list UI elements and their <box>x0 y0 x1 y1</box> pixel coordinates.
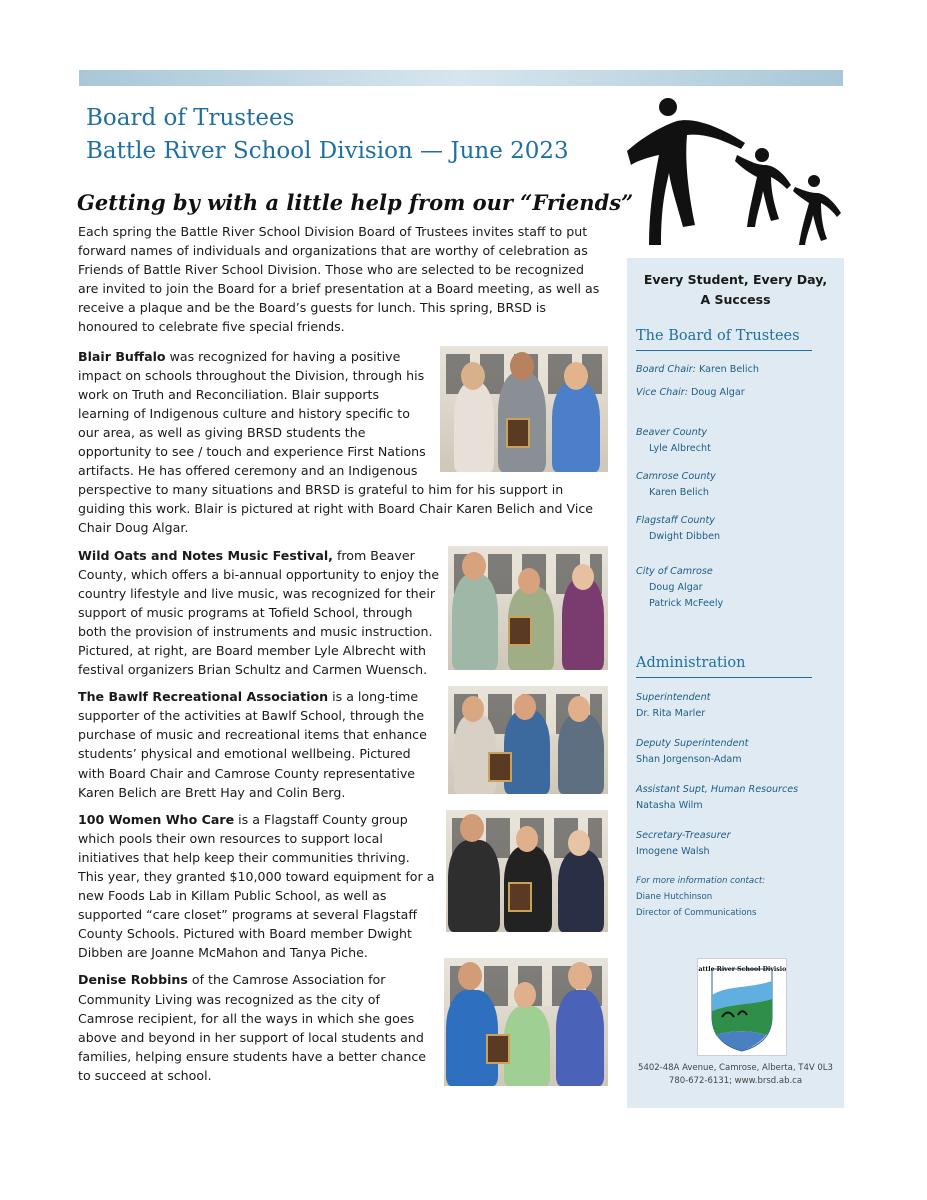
story-text: of the Camrose Association for Community Living was recognized as the city of Camrose recipient, for all the ways in which she goes above and beyond in her support of local students and families, helping ensure students have a better chance to succeed at school. <box>78 972 427 1083</box>
ward-beaver-county <box>636 425 711 457</box>
contact-info <box>636 873 765 921</box>
board-title: The Board of Trustees <box>636 328 800 344</box>
admin-role: Deputy Superintendent <box>636 738 749 749</box>
story-name: The Bawlf Recreational Association <box>78 689 329 705</box>
administration-title-rule <box>636 677 812 678</box>
administration-title: Administration <box>636 655 746 671</box>
vice-chair-label: Vice Chair: <box>636 387 688 398</box>
ward-label: Flagstaff County <box>636 515 715 526</box>
photo-wild-oats <box>448 546 608 670</box>
admin-name: Natasha Wilm <box>636 800 703 811</box>
phone-website: 780-672-6131; www.brsd.ab.ca <box>668 1076 803 1086</box>
ward-camrose-county <box>636 469 716 501</box>
story-wild-oats <box>78 546 608 680</box>
intro-paragraph: Each spring the Battle River School Division Board of Trustees invites staff to put forward names of individuals and organizations that are worthy of celebration as Friends of Battle River School Division. Those who are selected to be recognized are invited to join the Board for a brief presentation at a Board meeting, as well as receive a plaque and be the Board’s guests for lunch. This spring, BRSD is honoured to celebrate five special friends. <box>78 224 600 335</box>
top-banner-bar <box>79 70 843 86</box>
page-header <box>86 102 569 168</box>
article-headline: Getting by with a little help from our “Friends” <box>77 190 634 215</box>
header-title: Board of Trustees <box>86 105 295 131</box>
trustee-name: Doug Algar <box>649 582 703 593</box>
story-blair-buffalo <box>78 347 608 538</box>
board-chair-name: Karen Belich <box>698 364 759 375</box>
story-name: 100 Women Who Care <box>78 811 235 827</box>
story-name: Denise Robbins <box>78 972 188 988</box>
admin-name: Imogene Walsh <box>636 846 710 857</box>
photo-blair-buffalo <box>440 346 608 472</box>
admin-superintendent <box>636 690 710 722</box>
admin-name: Shan Jorgenson-Adam <box>636 754 742 765</box>
story-text: is a long-time supporter of the activities at Bawlf School, through the purchase of music and recreational items that enhance students’ physical and emotional wellbeing. Pictured with Board Chair and Camrose County representative Karen Belich are Brett Hay and Colin Berg. <box>78 689 427 800</box>
brsd-logo <box>697 958 787 1056</box>
photo-denise-robbins <box>444 958 608 1086</box>
trustee-name: Patrick McFeely <box>649 598 724 609</box>
story-name: Wild Oats and Notes Music Festival, <box>78 547 333 563</box>
brsd-logo-text: Battle River School Division <box>698 966 786 973</box>
contact-title: Director of Communications <box>636 908 757 918</box>
story-text: was recognized for having a positive impact on schools throughout the Division, through his work on Truth and Reconciliation. Blair supports learning of Indigenous culture and history specific to our area, as well as giving BRSD students the opportunity to see / touch and experience First Nations artifacts. He has offered ceremony and an Indigenous perspective to many situations and BRSD is grateful to him for his support in guiding this work. Blair is pictured at right with Board Chair Karen Belich and Vice Chair Doug Algar. <box>78 348 594 536</box>
story-name: Blair Buffalo <box>78 348 166 364</box>
motto <box>627 270 844 310</box>
article-body <box>78 222 608 1093</box>
story-text: is a Flagstaff County group which pools their own resources to support local initiatives that help keep their communities thriving. This year, they granted $10,000 toward equipment for a new Foods Lab in Killam Public School, as well as supported “care closet” programs at several Flagstaff County Schools. Pictured with Board member Dwight Dibben are Joanne McMahon and Tanya Piche. <box>78 811 435 961</box>
ward-label: Camrose County <box>636 471 716 482</box>
ward-label: Beaver County <box>636 427 708 438</box>
trustee-name: Karen Belich <box>649 487 709 498</box>
motto-line-1: Every Student, Every Day, <box>643 272 828 287</box>
header-subtitle: Battle River School Division — June 2023 <box>86 138 569 164</box>
photo-100-women <box>446 810 608 932</box>
family-figures-logo <box>625 95 845 255</box>
story-denise-robbins <box>78 970 608 1085</box>
admin-role: Superintendent <box>636 692 711 703</box>
admin-deputy-superintendent <box>636 736 748 768</box>
vice-chair <box>636 385 745 401</box>
brsd-logo-graphic <box>698 959 786 1055</box>
trustee-name: Lyle Albrecht <box>649 443 711 454</box>
admin-secretary-treasurer <box>636 828 731 860</box>
story-text: from Beaver County, which offers a bi-annual opportunity to enjoy the country lifestyle and live music, was recognized for their support of music programs at Tofield School, through both the provision of instruments and music instruction. Pictured, at right, are Board member Lyle Albrecht with festival organizers Brian Schultz and Carmen Wuensch. <box>78 547 440 678</box>
admin-assistant-supt <box>636 782 798 814</box>
photo-bawlf <box>448 686 608 794</box>
contact-name: Diane Hutchinson <box>636 892 713 902</box>
trustee-name: Dwight Dibben <box>649 531 721 542</box>
admin-role: Secretary-Treasurer <box>636 830 731 841</box>
motto-line-2: A Success <box>700 292 771 307</box>
vice-chair-name: Doug Algar <box>691 387 745 398</box>
board-chair <box>636 362 759 378</box>
story-bawlf <box>78 687 608 802</box>
ward-flagstaff-county <box>636 513 720 545</box>
admin-role: Assistant Supt, Human Resources <box>636 784 799 795</box>
contact-label: For more information contact: <box>636 876 766 886</box>
admin-name: Dr. Rita Marler <box>636 708 706 719</box>
board-title-rule <box>636 350 812 351</box>
ward-label: City of Camrose <box>636 566 713 577</box>
board-chair-label: Board Chair: <box>636 364 696 375</box>
ward-city-of-camrose <box>636 564 723 612</box>
address: 5402-48A Avenue, Camrose, Alberta, T4V 0L3 <box>638 1063 833 1073</box>
address-block <box>627 1062 844 1088</box>
story-100-women <box>78 810 608 963</box>
